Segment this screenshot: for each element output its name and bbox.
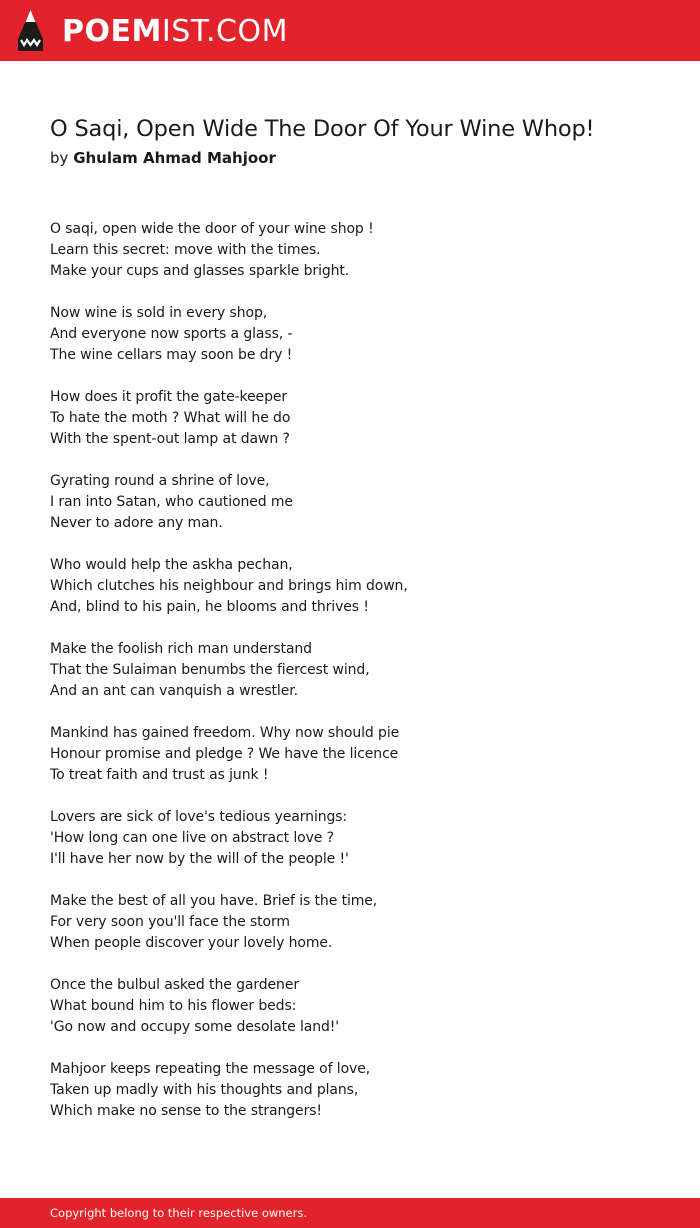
poem-line: How does it profit the gate-keeper xyxy=(50,389,288,405)
poem-line: Gyrating round a shrine of love, xyxy=(50,473,270,489)
poem-line: 'How long can one live on abstract love ? xyxy=(50,830,334,846)
poem-line: O saqi, open wide the door of your wine shop ! xyxy=(50,221,374,237)
poem-line: Learn this secret: move with the times. xyxy=(50,242,321,258)
site-logo[interactable] xyxy=(62,12,288,50)
poem-line: Which make no sense to the strangers! xyxy=(50,1103,322,1119)
poem-stanza xyxy=(50,555,670,618)
poem-line: Make your cups and glasses sparkle bright. xyxy=(50,263,350,279)
poem-line: With the spent-out lamp at dawn ? xyxy=(50,431,290,447)
poem-stanza xyxy=(50,219,670,282)
poem-stanza xyxy=(50,471,670,534)
poem-line: Mankind has gained freedom. Why now should pie xyxy=(50,725,400,741)
poem-line: That the Sulaiman benumbs the fiercest wind, xyxy=(50,662,370,678)
poem-line: Once the bulbul asked the gardener xyxy=(50,977,300,993)
poem-body xyxy=(50,219,670,1143)
poem-line: Never to adore any man. xyxy=(50,515,223,531)
brand-light-text: IST.COM xyxy=(161,13,288,49)
poem-stanza xyxy=(50,303,670,366)
poem-line: When people discover your lovely home. xyxy=(50,935,333,951)
poem-byline xyxy=(50,149,276,167)
poem-line: And an ant can vanquish a wrestler. xyxy=(50,683,298,699)
poem-stanza xyxy=(50,387,670,450)
poem-line: I'll have her now by the will of the people !' xyxy=(50,851,349,867)
poem-author: Ghulam Ahmad Mahjoor xyxy=(73,149,276,167)
poem-stanza xyxy=(50,1059,670,1122)
poem-line: The wine cellars may soon be dry ! xyxy=(50,347,293,363)
poem-line: For very soon you'll face the storm xyxy=(50,914,290,930)
pencil-tip-icon[interactable] xyxy=(17,9,44,52)
poem-line: Now wine is sold in every shop, xyxy=(50,305,268,321)
poem-line: Lovers are sick of love's tedious yearnings: xyxy=(50,809,348,825)
poem-line: To hate the moth ? What will he do xyxy=(50,410,291,426)
poem-stanza xyxy=(50,807,670,870)
poem-line: Mahjoor keeps repeating the message of love, xyxy=(50,1061,371,1077)
poem-line: What bound him to his flower beds: xyxy=(50,998,297,1014)
poem-line: 'Go now and occupy some desolate land!' xyxy=(50,1019,340,1035)
poem-line: Make the foolish rich man understand xyxy=(50,641,312,657)
poem-stanza xyxy=(50,975,670,1038)
poem-stanza xyxy=(50,723,670,786)
poem-line: Taken up madly with his thoughts and plans, xyxy=(50,1082,359,1098)
poem-line: To treat faith and trust as junk ! xyxy=(50,767,269,783)
site-header xyxy=(0,0,700,61)
copyright-notice: Copyright belong to their respective owners. xyxy=(50,1206,308,1220)
by-prefix: by xyxy=(50,149,69,167)
poem-line: I ran into Satan, who cautioned me xyxy=(50,494,293,510)
poem-line: And everyone now sports a glass, - xyxy=(50,326,293,342)
site-footer xyxy=(0,1198,700,1228)
poem-stanza xyxy=(50,891,670,954)
poem-line: Make the best of all you have. Brief is the time, xyxy=(50,893,378,909)
poem-title: O Saqi, Open Wide The Door Of Your Wine Whop! xyxy=(50,116,595,142)
poem-line: Which clutches his neighbour and brings him down, xyxy=(50,578,408,594)
poem-line: Who would help the askha pechan, xyxy=(50,557,293,573)
poem-stanza xyxy=(50,639,670,702)
poem-line: And, blind to his pain, he blooms and thrives ! xyxy=(50,599,369,615)
poem-line: Honour promise and pledge ? We have the licence xyxy=(50,746,399,762)
brand-bold-text: POEM xyxy=(62,13,162,49)
